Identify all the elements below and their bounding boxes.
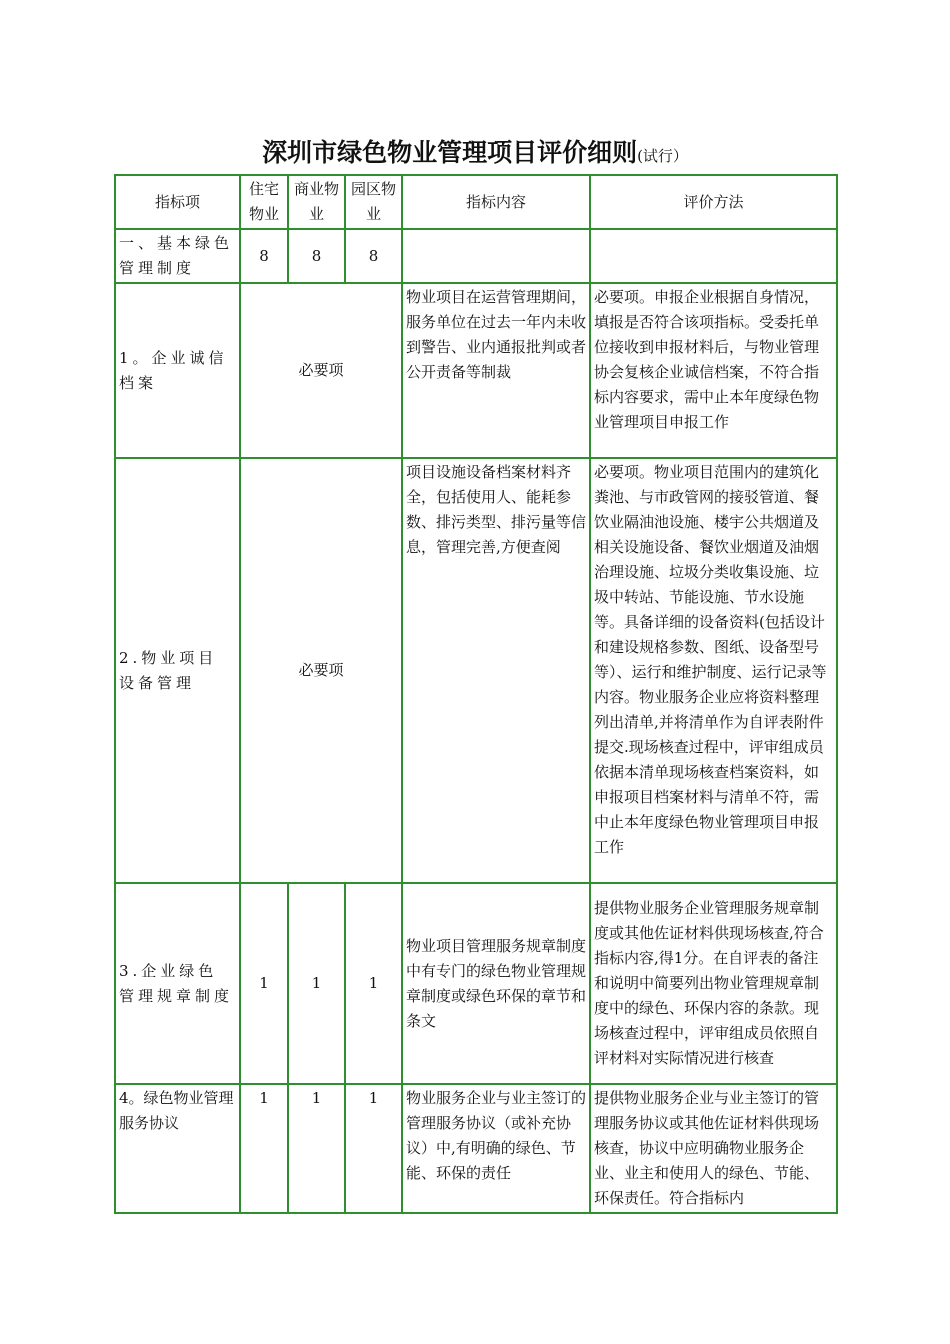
row-method: [590, 229, 837, 283]
row-method: 必要项。申报企业根据自身情况，填报是否符合该项指标。受委托单位接收到申报材料后，与物业管理协会复核企业诚信档案，不符合指标内容要求，需中止本年度绿色物业管理项目申报工作: [590, 283, 837, 458]
score-residential: 1: [240, 1084, 288, 1213]
score-park: 8: [345, 229, 402, 283]
header-method: 评价方法: [590, 175, 837, 229]
table-row: [115, 883, 837, 1084]
score-commercial: 1: [288, 883, 345, 1084]
row-method: 提供物业服务企业与业主签订的管理服务协议或其他佐证材料供现场核查，协议中应明确物业服务企业、业主和使用人的绿色、节能、环保责任。符合指标内: [590, 1084, 837, 1213]
row-method: 提供物业服务企业管理服务规章制度或其他佐证材料供现场核查,符合指标内容,得1分。在自评表的备注和说明中简要列出物业管理规章制度中的绿色、环保内容的条款。现场核查过程中，评审组成员依照自评材料对实际情况进行核查: [590, 883, 837, 1084]
score-residential: 1: [240, 883, 288, 1084]
table-row: [115, 1084, 837, 1213]
row-indicator: 3.企业绿色管理规章制度: [115, 883, 240, 1084]
row-method: 必要项。物业项目范围内的建筑化粪池、与市政管网的接驳管道、餐饮业隔油池设施、楼宇公共烟道及相关设施设备、餐饮业烟道及油烟治理设施、垃圾分类收集设施、垃圾中转站、节能设施、节水设施等。具备详细的设备资料(包括设计和建设规格参数、图纸、设备型号等）、运行和维护制度、运行记录等内容。物业服务企业应将资料整理列出清单,并将清单作为自评表附件提交.现场核查过程中，评审组成员依据本清单现场核查档案资料，如申报项目档案材料与清单不符，需中止本年度绿色物业管理项目申报工作: [590, 458, 837, 883]
score-commercial: 8: [288, 229, 345, 283]
title-suffix: (试行）: [637, 147, 688, 165]
header-commercial: 商业物业: [288, 175, 345, 229]
merged-score-cell: 必要项: [240, 283, 402, 458]
row-content: [402, 229, 590, 283]
title-main: 深圳市绿色物业管理项目评价细则: [262, 138, 638, 167]
header-content: 指标内容: [402, 175, 590, 229]
row-content: 项目设施设备档案材料齐全，包括使用人、能耗参数、排污类型、排污量等信息，管理完善,方便查阅: [402, 458, 590, 883]
merged-score-cell: 必要项: [240, 458, 402, 883]
row-indicator: 4。绿色物业管理服务协议: [115, 1084, 240, 1213]
score-park: 1: [345, 883, 402, 1084]
row-indicator: 1。企业诚信档案: [115, 283, 240, 458]
table-row: [115, 229, 837, 283]
row-indicator: 一、基本绿色管理制度: [115, 229, 240, 283]
score-park: 1: [345, 1084, 402, 1213]
row-content: 物业项目在运营管理期间，服务单位在过去一年内未收到警告、业内通报批判或者公开责备等制裁: [402, 283, 590, 458]
evaluation-table: [114, 174, 838, 1214]
score-commercial: 1: [288, 1084, 345, 1213]
header-indicator: 指标项: [115, 175, 240, 229]
header-residential: 住宅物业: [240, 175, 288, 229]
score-residential: 8: [240, 229, 288, 283]
table-row: [115, 458, 837, 883]
row-content: 物业服务企业与业主签订的管理服务协议（或补充协议）中,有明确的绿色、节能、环保的责任: [402, 1084, 590, 1213]
document-title: [0, 133, 950, 169]
row-content: 物业项目管理服务规章制度中有专门的绿色物业管理规章制度或绿色环保的章节和条文: [402, 883, 590, 1084]
row-indicator: 2.物业项目设备管理: [115, 458, 240, 883]
table-row: [115, 283, 837, 458]
header-park: 园区物业: [345, 175, 402, 229]
header-row: [115, 175, 837, 229]
